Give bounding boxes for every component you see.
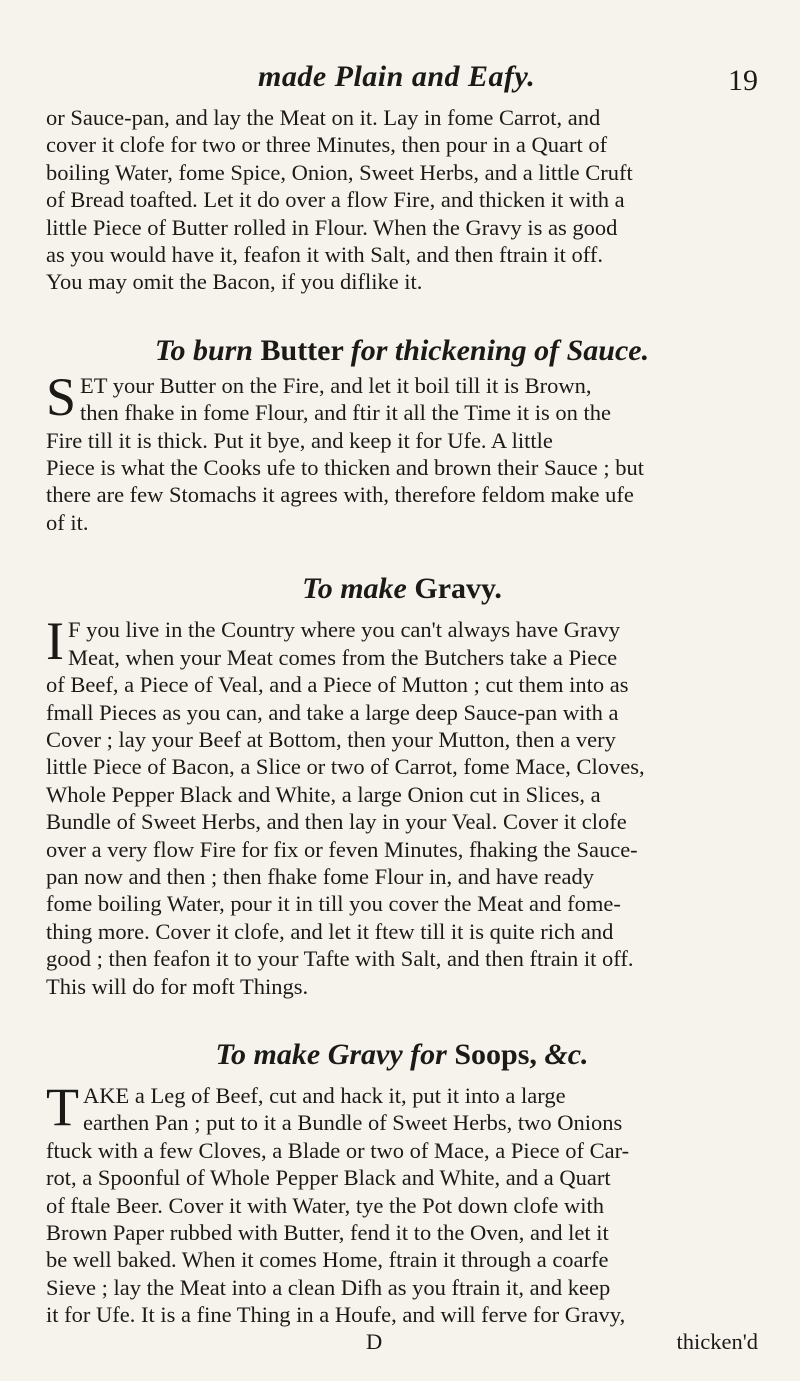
text-line: Bundle of Sweet Herbs, and then lay in your Veal. Cover it clofe [46,809,627,835]
drop-cap: I [46,611,64,672]
text-line: of Beef, a Piece of Veal, and a Piece of Mutton ; cut them into as [46,672,629,698]
signature-mark: D [366,1328,383,1354]
text-line: Piece is what the Cooks ufe to thicken and brown their Sauce ; but [46,455,644,481]
section1-paragraph [46,366,758,536]
text-line: Whole Pepper Black and White, a large Onion cut in Slices, a [46,781,601,807]
book-page [46,60,758,1357]
text-line: it for Ufe. It is a fine Thing in a Houfe, and will ferve for Gravy, [46,1302,626,1328]
text-line: over a very flow Fire for fix or feven Minutes, fhaking the Sauce- [46,836,638,862]
page-header [46,60,758,104]
text-line: cover it clofe for two or three Minutes, then pour in a Quart of [46,132,608,158]
text-line: Cover ; lay your Beef at Bottom, then your Mutton, then a very [46,726,616,752]
text-line: thing more. Cover it clofe, and let it ftew till it is quite rich and [46,918,614,944]
text-line: there are few Stomachs it agrees with, therefore feldom make ufe [46,482,634,508]
text-line: This will do for moft Things. [46,973,309,999]
text-line: boiling Water, fome Spice, Onion, Sweet Herbs, and a little Cruft [46,159,633,185]
section1-heading: To burn Butter for thickening of Sauce. [154,333,650,367]
section0-paragraph [46,104,758,296]
text-line: earthen Pan ; put to it a Bundle of Sweet Herbs, two Onions [83,1110,623,1136]
text-line: ftuck with a few Cloves, a Blade or two of Mace, a Piece of Car- [46,1137,630,1163]
text-line: Meat, when your Meat comes from the Butchers take a Piece [67,644,618,670]
section2-heading: To make Gravy. [302,572,502,606]
drop-cap: T [46,1076,79,1137]
text-line: AKE a Leg of Beef, cut and hack it, put it into a large [83,1082,566,1108]
text-line: Fire till it is thick. Put it bye, and keep it for Ufe. A little [46,427,553,453]
section3-heading: To make Gravy for Soops, &c. [215,1037,589,1071]
text-line: as you would have it, feafon it with Salt, and then ftrain it off. [46,242,603,268]
page-footer [46,1329,758,1357]
text-line: Sieve ; lay the Meat into a clean Difh as you ftrain it, and keep [46,1274,611,1300]
page-number: 19 [728,64,758,97]
text-line: ET your Butter on the Fire, and let it boil till it is Brown, [80,372,592,398]
section3-paragraph [46,1076,758,1329]
text-line: of Bread toafted. Let it do over a flow Fire, and thicken it with a [46,187,625,213]
text-line: rot, a Spoonful of Whole Pepper Black and White, and a Quart [46,1165,611,1191]
text-line: Brown Paper rubbed with Butter, fend it to the Oven, and let it [46,1220,609,1245]
text-line: be well baked. When it comes Home, ftrain it through a coarfe [46,1247,609,1273]
text-line: of ftale Beer. Cover it with Water, tye the Pot down clofe with [46,1192,604,1218]
text-line: fmall Pieces as you can, and take a large deep Sauce-pan with a [46,699,619,725]
running-title: made Plain and Eafy. [258,60,536,93]
text-line: of it. [46,509,89,535]
drop-cap: S [46,366,77,427]
section2-paragraph [46,611,758,1000]
text-line: fome boiling Water, pour it in till you cover the Meat and fome- [46,891,621,917]
text-line: then fhake in fome Flour, and ftir it all the Time it is on the [80,400,611,426]
text-line: pan now and then ; then fhake fome Flour in, and have ready [46,863,594,889]
text-line: good ; then feafon it to your Tafte with Salt, and then ftrain it off. [46,946,634,972]
text-line: or Sauce-pan, and lay the Meat on it. Lay in fome Carrot, and [46,105,601,130]
text-line: little Piece of Butter rolled in Flour. When the Gravy is as good [46,214,618,240]
text-line: F you live in the Country where you can't always have Gravy [67,617,621,643]
catchword: thicken'd [676,1328,758,1354]
text-line: You may omit the Bacon, if you diflike it. [46,269,423,295]
text-line: little Piece of Bacon, a Slice or two of Carrot, fome Mace, Cloves, [46,754,645,780]
